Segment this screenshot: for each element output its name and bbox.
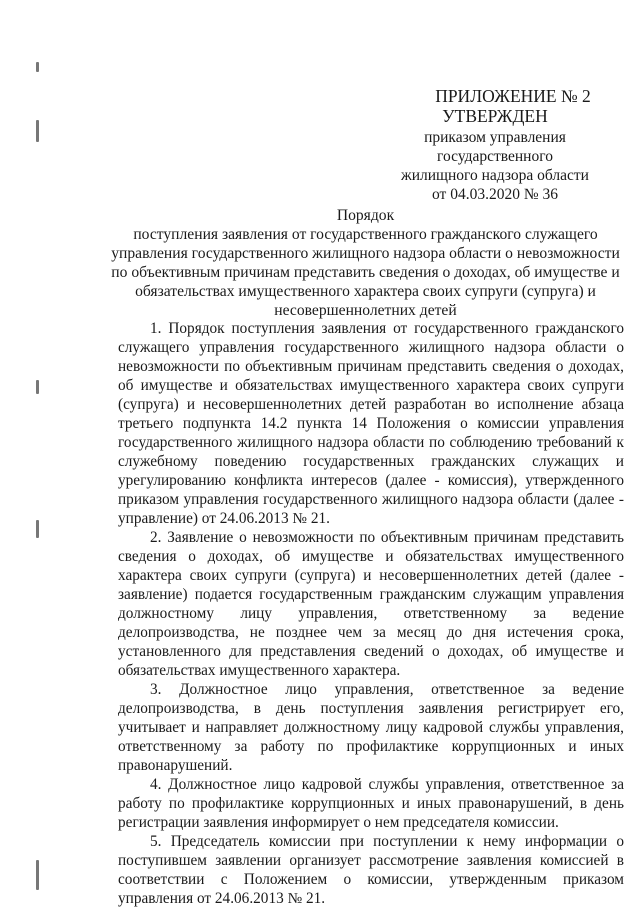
title-text: поступления заявления от государственного гражданского служащего управления государственного жилищного надзора области о невозможности по объективным причинам представить сведения о доходах, об имуществе и обязательствах имущественного характера своих супруги (супруга) и несовершеннолетних детей	[111, 226, 620, 319]
approved-heading: УТВЕРЖДЕН	[442, 106, 548, 126]
annex-number: ПРИЛОЖЕНИЕ № 2	[435, 86, 591, 106]
paragraph-4: 4. Должностное лицо кадровой службы управления, ответственное за работу по профилактике коррупционных и иных правонарушений, в день регистрации заявления информирует о нем председателя комиссии.	[118, 776, 624, 831]
paragraph-3: 3. Должностное лицо управления, ответственное за ведение делопроизводства, в день поступления заявления регистрирует его, учитывает и направляет должностному лицу кадровой службы управления, ответственному за работу по профилактике коррупционных и иных правонарушений.	[118, 681, 624, 774]
document-title	[108, 206, 623, 320]
paragraph-2: 2. Заявление о невозможности по объективным причинам представить сведения о доходах, об имуществе и обязательствах имущественного характера своих супруги (супруга) и несовершеннолетних детей (далее - заявление) подается государственным гражданским служащим управления должностному лицу управления, ответственному за ведение делопроизводства, не позднее чем за месяц до дня истечения срока, установленного для представления сведений о доходах, об имуществе и обязательствах имущественного характера.	[118, 529, 624, 679]
title-word: Порядок	[336, 207, 395, 224]
approval-line-2: жилищного надзора области	[401, 167, 589, 184]
paragraph-5: 5. Председатель комиссии при поступлении к нему информации о поступившем заявлении организует рассмотрение заявления комиссией в соответствии с Положением о комиссии, утвержденным приказом управления от 24.06.2013 № 21.	[118, 833, 624, 907]
paragraph-1: 1. Порядок поступления заявления от государственного гражданского служащего управления государственного жилищного надзора области о невозможности по объективным причинам представить сведения о доходах, об имуществе и обязательствах имущественного характера своих супруги (супруга) и несовершеннолетних детей разработан во исполнение абзаца третьего подпункта 14.2 пункта 14 Положения о комиссии управления государственного жилищного надзора области по соблюдению требований к служебному поведению государственных гражданских служащих и урегулированию конфликта интересов (далее - комиссия), утвержденного приказом управления государственного жилищного надзора области (далее - управление) от 24.06.2013 № 21.	[118, 320, 624, 527]
approval-block	[370, 86, 620, 204]
approval-line-3: от 04.03.2020 № 36	[432, 186, 558, 203]
document-body	[118, 319, 624, 908]
approval-line-1: приказом управления государственного	[424, 129, 566, 165]
